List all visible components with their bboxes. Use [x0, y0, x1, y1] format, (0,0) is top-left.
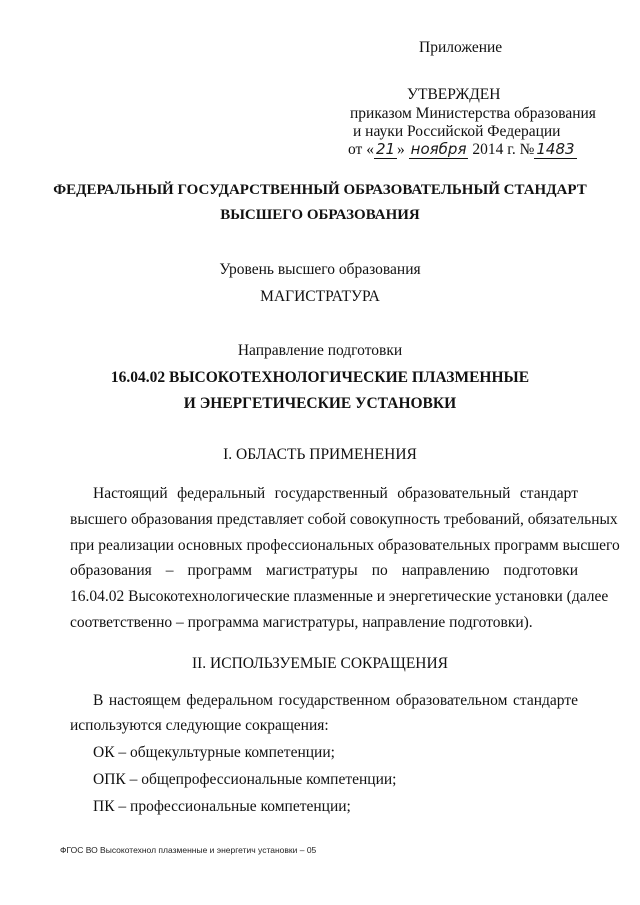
doc-title-line-1: ФЕДЕРАЛЬНЫЙ ГОСУДАРСТВЕННЫЙ ОБРАЗОВАТЕЛЬНЫЙ СТАНДАРТ — [53, 182, 587, 198]
date-year: 2014 г. № — [472, 141, 535, 158]
page-footer: ФГОС ВО Высокотехнол плазменные и энергетич установки – 05 — [60, 845, 317, 855]
date-day: 21 — [375, 140, 396, 158]
date-mid: » — [397, 141, 405, 158]
section1-heading: I. ОБЛАСТЬ ПРИМЕНЕНИЯ — [223, 446, 417, 463]
section2-line: используются следующие сокращения: — [70, 717, 329, 734]
abbreviation-item: ПК – профессиональные компетенции; — [93, 798, 351, 815]
abbreviation-item: ОПК – общепрофессиональные компетенции; — [93, 771, 397, 788]
abbreviation-item: ОК – общекультурные компетенции; — [93, 744, 335, 761]
level-value: МАГИСТРАТУРА — [260, 288, 380, 305]
section2-line: В настоящем федеральном государственном образовательном стандарте — [93, 692, 578, 709]
approved-label: УТВЕРЖДЕН — [407, 86, 501, 103]
order-line-2: и науки Российской Федерации — [353, 123, 561, 140]
section1-line: соответственно – программа магистратуры, направление подготовки). — [70, 614, 533, 631]
section1-line: Настоящий федеральный государственный образовательный стандарт — [93, 485, 578, 502]
order-number: 1483 — [536, 140, 575, 158]
direction-label: Направление подготовки — [237, 342, 403, 359]
date-month: ноября — [410, 140, 467, 158]
appendix-label: Приложение — [419, 39, 503, 56]
date-prefix: от « — [348, 141, 374, 158]
section1-line: высшего образования представляет собой совокупность требований, обязательных — [70, 511, 618, 528]
section1-line: 16.04.02 Высокотехнологические плазменные и энергетические установки (далее — [70, 588, 609, 605]
section2-heading: II. ИСПОЛЬЗУЕМЫЕ СОКРАЩЕНИЯ — [191, 655, 449, 672]
direction-line-1: 16.04.02 ВЫСОКОТЕХНОЛОГИЧЕСКИЕ ПЛАЗМЕННЫЕ — [110, 369, 530, 386]
order-date-line — [348, 140, 577, 159]
section1-line: образования – программ магистратуры по направлению подготовки — [70, 562, 578, 579]
section1-line: при реализации основных профессиональных образовательных программ высшего — [70, 537, 620, 554]
order-line-1: приказом Министерства образования — [350, 105, 596, 122]
doc-title-line-2: ВЫСШЕГО ОБРАЗОВАНИЯ — [220, 207, 420, 223]
level-label: Уровень высшего образования — [219, 261, 421, 278]
direction-line-2: И ЭНЕРГЕТИЧЕСКИЕ УСТАНОВКИ — [183, 395, 457, 412]
